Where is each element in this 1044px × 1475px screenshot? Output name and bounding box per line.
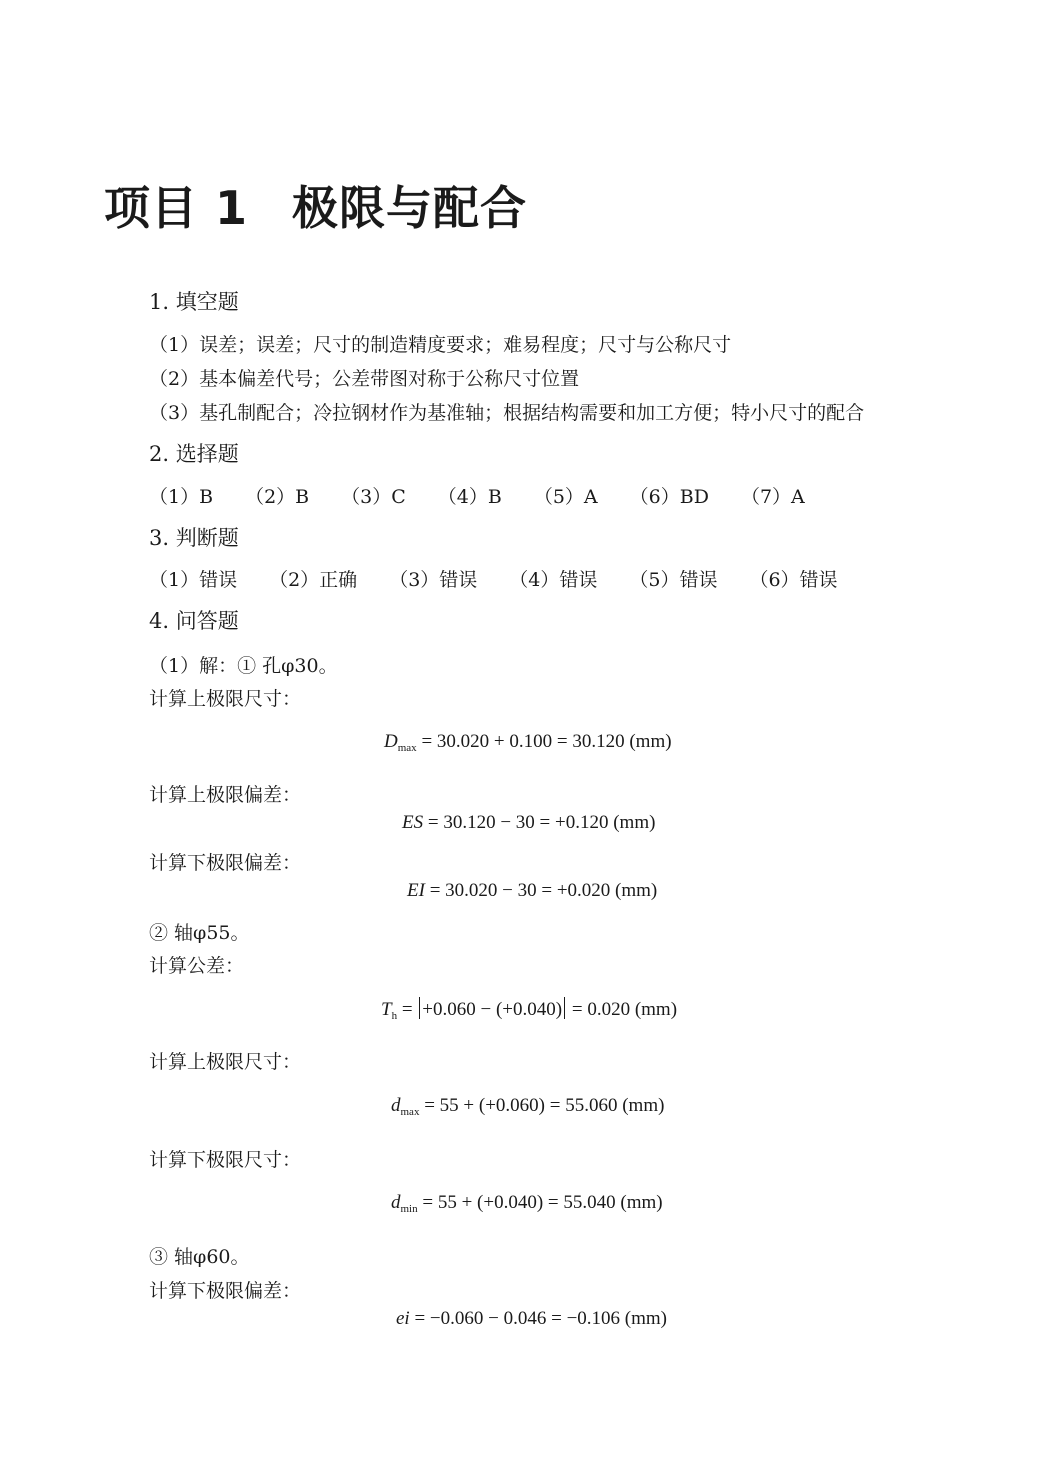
equation-dmin: $d_{min} = 55 + (+0.040) = 55.040$ (mm) <box>391 1192 663 1215</box>
title-number: 项目 1 <box>104 181 249 235</box>
section-3-heading: 3. 判断题 <box>149 526 239 550</box>
section-1-heading: 1. 填空题 <box>149 290 239 314</box>
judge-answer: （3）错误 <box>389 569 478 591</box>
equation-EI: EI = 30.020 − 30 = +0.020 (mm) <box>407 880 658 901</box>
judge-answer: （6）错误 <box>749 569 838 591</box>
equation-ei: ei = −0.060 − 0.046 = −0.106 (mm) <box>396 1308 668 1329</box>
choice-answer: （1）B <box>149 486 214 508</box>
fill-answer-2: （2）基本偏差代号；公差带图对称于公称尺寸位置 <box>149 368 580 390</box>
choice-answers <box>149 482 805 509</box>
calc-label: 计算上极限尺寸： <box>149 1051 302 1073</box>
question-2: ② 轴φ55。 <box>149 922 250 944</box>
judge-answers <box>149 565 838 592</box>
judge-answer: （4）错误 <box>509 569 598 591</box>
question-3: ③ 轴φ60。 <box>149 1246 250 1268</box>
choice-answer: （7）A <box>740 486 805 508</box>
fill-answer-3: （3）基孔制配合；冷拉钢材作为基准轴；根据结构需要和加工方便；特小尺寸的配合 <box>149 402 865 424</box>
calc-label: 计算下极限偏差： <box>149 1280 302 1302</box>
equation-Th: $T_h = +0.060 - (+0.040) = 0.020$ (mm) <box>381 999 678 1022</box>
page-title <box>104 172 527 238</box>
equation-ES: ES = 30.120 − 30 = +0.120 (mm) <box>402 812 656 833</box>
judge-answer: （2）正确 <box>269 569 358 591</box>
equation-Dmax: $D_{max} = 30.020 + 0.100 = 30.120$ (mm) <box>384 731 672 754</box>
calc-label: 计算上极限偏差： <box>149 784 302 806</box>
section-2-heading: 2. 选择题 <box>149 442 239 466</box>
equation-dmax: $d_{max} = 55 + (+0.060) = 55.060$ (mm) <box>391 1095 665 1118</box>
judge-answer: （5）错误 <box>629 569 718 591</box>
title-text: 极限与配合 <box>292 181 528 235</box>
choice-answer: （6）BD <box>629 486 709 508</box>
calc-label: 计算上极限尺寸： <box>149 688 302 710</box>
fill-answer-1: （1）误差；误差；尺寸的制造精度要求；难易程度；尺寸与公称尺寸 <box>149 334 732 356</box>
choice-answer: （2）B <box>245 486 310 508</box>
judge-answer: （1）错误 <box>149 569 238 591</box>
calc-label: 计算下极限偏差： <box>149 852 302 874</box>
calc-label: 计算下极限尺寸： <box>149 1149 302 1171</box>
choice-answer: （4）B <box>437 486 502 508</box>
section-4-heading: 4. 问答题 <box>149 609 239 633</box>
choice-answer: （3）C <box>341 486 406 508</box>
calc-label: 计算公差： <box>149 955 245 977</box>
choice-answer: （5）A <box>533 486 598 508</box>
question-1: （1）解：① 孔φ30。 <box>149 655 338 677</box>
